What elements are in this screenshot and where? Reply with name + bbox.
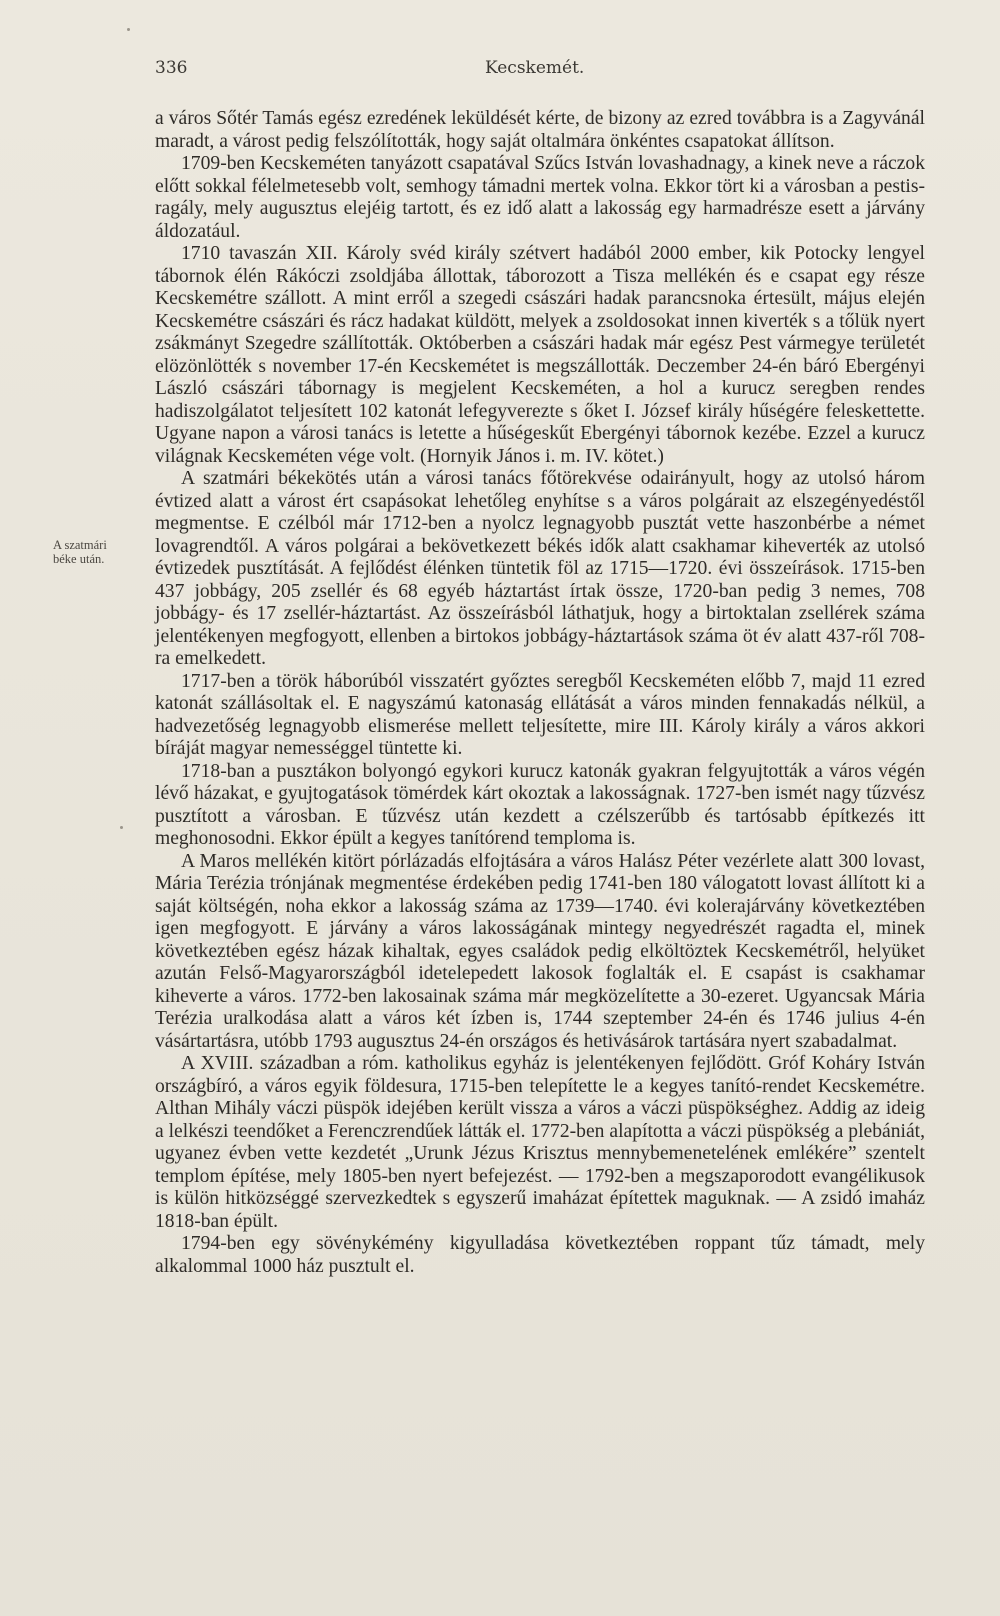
running-title: Kecskemét. xyxy=(485,58,585,78)
paragraph: 1709-ben Kecskeméten tanyázott csapatával Szűcs István lovashadnagy, a kinek neve a ráczok előtt sokkal félelmetesebb volt, semhogy támadni mertek volna. Ekkor tört ki a városban a pestis-ragály, mely augusztus elejéig tartott, és ez idő alatt a lakosság egy harmadrésze esett a járvány áldozatául. xyxy=(155,153,925,242)
paper-speck xyxy=(120,826,123,829)
paragraph: a város Sőtér Tamás egész ezredének leküldését kérte, de bizony az ezred továbbra is a Zagyvánál maradt, a várost pedig felszólították, hogy saját oltalmára önkéntes csapatokat állítson. xyxy=(155,108,925,152)
margin-note xyxy=(53,538,133,566)
paragraph: 1718-ban a pusztákon bolyongó egykori kurucz katonák gyakran felgyujtották a város végén lévő házakat, e gyujtogatások tömérdek kárt okoztak a lakosságnak. 1727-ben ismét nagy tűzvész pusztított a városban. E tűzvész után kezdett a czélszerűbb és tartósabb építkezés itt meghonosodni. Ekkor épült a kegyes tanítórend temploma is. xyxy=(155,760,925,849)
page-number: 336 xyxy=(155,58,188,78)
margin-note-line: A szatmári xyxy=(53,538,107,552)
page-header xyxy=(155,58,925,88)
margin-note-line: béke után. xyxy=(53,552,105,566)
paragraph: A Maros mellékén kitört pórlázadás elfojtására a város Halász Péter vezérlete alatt 300 lovast, Mária Terézia trónjának megmentése érdekében pedig 1741-ben 180 válogatott lovast állított ki a saját költségén, noha ekkor a lakosság száma az 1739—1740. évi kolerajárvány következtében igen megfogyott. E járvány a város lakosságának mintegy negyedrészét ragadta el, minek következtében egész házak kihaltak, egyes családok pedig elköltöztek Kecskemétről, helyüket azután Felső-Magyarországból idetelepedett lakosok foglalták el. E csapást is csakhamar kiheverte a város. 1772-ben lakosainak száma már megközelítette a 30-ezeret. Ugyancsak Mária Terézia uralkodása alatt a város két ízben is, 1744 szeptember 24-én és 1746 julius 4-én vásártartásra, utóbb 1793 augusztus 24-én országos és hetivásárok tartására nyert szabadalmat. xyxy=(155,850,925,1052)
paragraph: A XVIII. században a róm. katholikus egyház is jelentékenyen fejlődött. Gróf Koháry István országbíró, a város egyik földesura, 1715-ben telepítette le a kegyes tanító-rendet Kecskemétre. Althan Mihály váczi püspök idejében került vissza a város a váczi püspökséghez. Addig az ideig a lelkészi teendőket a Ferenczrendűek látták el. 1772-ben alapította a váczi püspökség a plebániát, ugyanez évben vette kezdetét „Urunk Jézus Krisztus mennybemenetelének emlékére” szentelt templom építése, mely 1805-ben nyert befejezést. — 1792-ben a megszaporodott evangélikusok is külön hitközséggé szervezkedtek s egyszerű imaházat építettek maguknak. — A zsidó imaház 1818-ban épült. xyxy=(155,1053,925,1232)
paragraph: A szatmári békekötés után a városi tanács főtörekvése odairányult, hogy az utolsó három évtized alatt a várost ért csapásokat lehetőleg enyhítse s a város polgárait az elszegényedéstől megmentse. E czélból már 1712-ben a nyolcz legnagyobb pusztát vette haszonbérbe a német lovagrendtől. A város polgárai a bekövetkezett békés idők alatt csakhamar kiheverték az utolsó évtizedek pusztítását. A fejlődést élénken tüntetik föl az 1715—1720. évi összeírások. 1715-ben 437 jobbágy, 205 zsellér és 68 egyéb háztartást írtak össze, 1720-ban pedig 3 nemes, 708 jobbágy- és 17 zsellér-háztartást. Az összeírásból láthatjuk, hogy a birtoktalan zsellérek száma jelentékenyen megfogyott, ellenben a birtokos jobbágy-háztartások száma öt év alatt 437-ről 708-ra emelkedett. xyxy=(155,468,925,669)
paragraph: 1710 tavaszán XII. Károly svéd király szétvert hadából 2000 ember, kik Potocky lengyel tábornok élén Rákóczi zsoldjába állottak, táborozott a Tisza mellékén és e csapat egy része Kecskemétre szállott. A mint erről a szegedi császári hadak parancsnoka értesült, május elején Kecskemétre császári és rácz hadakat küldött, melyek a zsoldosokat innen kiverték s a tőlük nyert zsákmányt Szegedre szállították. Októberben a császári hadak már egész Pest vármegye területét elözönlötték s november 17-én Kecskemétet is megszállották. Deczember 24-én báró Ebergényi László császári tábornagy is megjelent Kecskeméten, a hol a kurucz seregben rendes hadiszolgálatot teljesített 102 katonát lefegyverezte s őket I. József király hűségére feleskettette. Ugyane napon a városi tanács is letette a hűségeskűt Ebergényi tábornok kezébe. Ezzel a kurucz világnak Kecskeméten vége volt. (Hornyik János i. m. IV. kötet.) xyxy=(155,243,925,467)
body-text xyxy=(155,108,925,1278)
paragraph: 1717-ben a török háborúból visszatért győztes seregből Kecskeméten előbb 7, majd 11 ezred katonát szállásoltak el. E nagyszámú katonaság ellátását a város minden fennakadás nélkül, a hadvezetőség legnagyobb elismerése mellett teljesítette, mire III. Károly király a város akkori bíráját magyar nemességgel tüntette ki. xyxy=(155,670,925,759)
paragraph: 1794-ben egy sövénykémény kigyulladása következtében roppant tűz támadt, mely alkalommal 1000 ház pusztult el. xyxy=(155,1233,925,1277)
paper-speck xyxy=(127,28,130,31)
